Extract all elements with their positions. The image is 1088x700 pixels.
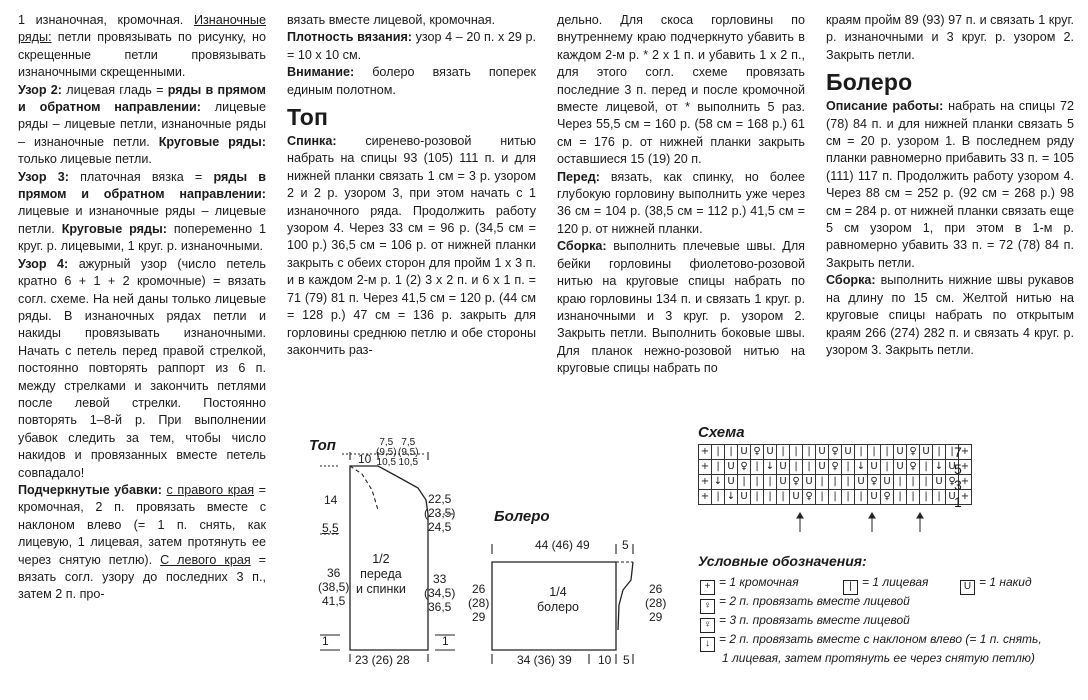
neck-width-label: 10 bbox=[358, 452, 372, 466]
bolero-bottom-band-2: 5 bbox=[623, 653, 630, 667]
shoulder-label: 7,5 (9,5) 10,5 bbox=[376, 437, 397, 468]
scheme-cell: | bbox=[881, 460, 894, 475]
scheme-cell: ♀ bbox=[790, 475, 803, 490]
scheme-cell: ♀ bbox=[907, 460, 920, 475]
scheme-cell: U bbox=[816, 460, 829, 475]
bolero-diagram-title: Болеро bbox=[494, 508, 550, 525]
scheme-cell: | bbox=[855, 445, 868, 460]
legend-title: Условные обозначения: bbox=[698, 553, 867, 569]
scheme-cell: | bbox=[790, 460, 803, 475]
paragraph: Спинка: сиренево-розовой нитью набрать на спицы 93 (105) 111 п. и для нижней планки связать 1 см = 3 р. узором 2 и 2 р. узором 3, при этом начать с 1 изнаночного ряда. Продолжить работу узором 4. Через 33 см = 96 р. (34,5 см = 100 р.) 36,5 см = 106 р. от нижней планки закрыть с обеих сторон для пройм 1 х 3 п. и в каждом 2-м р. 1 (2) 3 х 2 п. и 6 х 1 п. = 71 (79) 81 п. Через 41,5 см = 120 р. (44 см = 128 р.) 47 см = 136 р. закрыть для горловины среднюю петлю и обе стороны закончить раз- bbox=[287, 134, 536, 357]
scheme-cell: U bbox=[881, 475, 894, 490]
scheme-cell: ♀ bbox=[829, 460, 842, 475]
scheme-cell: | bbox=[920, 475, 933, 490]
paragraph: дельно. Для скоса горловины по внутреннему краю подчеркнуто убавить в каждом 2-м р. * 2 х 1 п. и убавить 1 х 2 п., для этого согл. схеме провязать последние 3 п. перед и после кромочной вместе лицевой, от * выполнить 5 раз. Через 55,5 см = 160 р. (58 см = 168 р.) 61 см = 176 р. от нижней планки закрыть оставшиеся 15 (19) 20 п. bbox=[557, 13, 805, 167]
scheme-cell: | bbox=[829, 490, 842, 505]
bolero-height-left: 26 (28) 29 bbox=[468, 582, 490, 624]
scheme-cell: ♀ bbox=[946, 475, 959, 490]
paragraph: Сборка: выполнить нижние швы рукавов на длину по 15 см. Желтой нитью на круговые спицы набрать по открытым краям 266 (274) 282 п. и связать 4 круг. р. узором 3. Закрыть петли. bbox=[826, 273, 1074, 357]
scheme-cell: U bbox=[946, 490, 959, 505]
scheme-cell: ↓ bbox=[712, 475, 725, 490]
scheme-cell: ♀ bbox=[803, 490, 816, 505]
scheme-cell: + bbox=[959, 445, 972, 460]
side-right-label: 33 (34,5) 36,5 bbox=[424, 572, 456, 614]
scheme-cell: | bbox=[868, 445, 881, 460]
side-left-label: 36 (38,5) 41,5 bbox=[318, 566, 350, 608]
scheme-cell: | bbox=[829, 475, 842, 490]
scheme-cell: | bbox=[764, 475, 777, 490]
scheme-cell: + bbox=[959, 490, 972, 505]
scheme-cell: | bbox=[920, 460, 933, 475]
paragraph: вязать вместе лицевой, кромочная. bbox=[287, 13, 496, 27]
legend-k3tog: ♀ = 3 п. провязать вместе лицевой bbox=[700, 613, 910, 633]
scheme-cell: + bbox=[959, 460, 972, 475]
scheme-cell: U bbox=[738, 445, 751, 460]
scheme-cell: U bbox=[764, 445, 777, 460]
scheme-cell: | bbox=[751, 475, 764, 490]
front-drop-label: 5,5 bbox=[322, 521, 339, 535]
row-number: 5 bbox=[954, 460, 962, 477]
scheme-cell: | bbox=[712, 490, 725, 505]
scheme-cell: ↓ bbox=[933, 460, 946, 475]
paragraph: Перед: вязать, как спинку, но более глубокую горловину выполнить уже через 36 см = 104 р. (38,5 см = 112 р.) 41,5 см = 120 р. от нижней планки. bbox=[557, 169, 805, 236]
scheme-cell: + bbox=[699, 475, 712, 490]
knit-icon: | bbox=[843, 580, 858, 595]
scheme-cell: | bbox=[842, 460, 855, 475]
legend-k2tog: ♀ = 2 п. провязать вместе лицевой bbox=[700, 594, 910, 614]
legend-yo: U = 1 накид bbox=[960, 575, 1032, 595]
scheme-row bbox=[699, 460, 972, 475]
scheme-cell: + bbox=[959, 475, 972, 490]
scheme-cell: | bbox=[907, 490, 920, 505]
knitting-scheme-grid bbox=[698, 444, 972, 505]
k3tog-icon: ♀ bbox=[700, 618, 715, 633]
scheme-cell: | bbox=[803, 460, 816, 475]
scheme-cell: | bbox=[842, 490, 855, 505]
paragraph: Узор 2: лицевая гладь = ряды в прямом и обратном направлении: лицевые ряды – лицевые петли, изнаночные ряды – изнаночные петли. Круговые ряды: только лицевые петли. bbox=[18, 82, 266, 167]
scheme-cell: | bbox=[725, 445, 738, 460]
scheme-row bbox=[699, 490, 972, 505]
row-number: 3 bbox=[954, 477, 962, 493]
paragraph: Внимание: болеро вязать поперек единым полотном. bbox=[287, 65, 536, 97]
bolero-bottom-band: 10 bbox=[598, 653, 612, 667]
scheme-cell: | bbox=[751, 490, 764, 505]
scheme-cell: | bbox=[712, 460, 725, 475]
legend-knit: | = 1 лицевая bbox=[843, 575, 928, 595]
scheme-cell: ♀ bbox=[751, 445, 764, 460]
scheme-cell: ↓ bbox=[855, 460, 868, 475]
scheme-cell: U bbox=[842, 445, 855, 460]
bolero-piece-label: 1/4 болеро bbox=[537, 585, 579, 614]
shoulder-label-2: 7,5 (9,5) 10,5 bbox=[398, 437, 419, 468]
scheme-cell: ♀ bbox=[868, 475, 881, 490]
scheme-cell: U bbox=[790, 490, 803, 505]
legend-ssk-cont: 1 лицевая, затем протянуть ее через снятую петлю) bbox=[722, 651, 1035, 665]
bolero-top-width: 44 (46) 49 bbox=[535, 538, 590, 552]
neck-depth-label: 14 bbox=[324, 493, 338, 507]
scheme-cell: | bbox=[855, 490, 868, 505]
band-label: 1 bbox=[322, 634, 329, 648]
scheme-cell: | bbox=[790, 445, 803, 460]
yarn-over-icon: U bbox=[960, 580, 975, 595]
scheme-cell: ♀ bbox=[738, 460, 751, 475]
scheme-cell: | bbox=[933, 490, 946, 505]
scheme-cell: U bbox=[816, 445, 829, 460]
scheme-cell: ♀ bbox=[907, 445, 920, 460]
bolero-height-right: 26 (28) 29 bbox=[645, 582, 667, 624]
band-label-2: 1 bbox=[442, 634, 449, 648]
scheme-cell: U bbox=[894, 460, 907, 475]
heading-top: Топ bbox=[287, 104, 329, 131]
column-4 bbox=[826, 12, 1074, 359]
row-number: 7 bbox=[954, 444, 962, 460]
scheme-cell: | bbox=[803, 445, 816, 460]
scheme-cell: + bbox=[699, 445, 712, 460]
scheme-cell: | bbox=[894, 475, 907, 490]
ssk-icon: ↓ bbox=[700, 637, 715, 652]
top-width-label: 23 (26) 28 bbox=[355, 653, 410, 667]
armhole-label: 22,5 (23,5) 24,5 bbox=[424, 492, 456, 534]
paragraph: Узор 3: платочная вязка = ряды в прямом и обратном направлении: лицевые и изнаночные ряды – лицевые петли. Круговые ряды: попеременно 1 круг. р. лицевыми, 1 круг. р. изнаночными. bbox=[18, 169, 267, 254]
scheme-cell: | bbox=[712, 445, 725, 460]
scheme-cell: ♀ bbox=[881, 490, 894, 505]
scheme-cell: | bbox=[751, 460, 764, 475]
scheme-cell: U bbox=[933, 475, 946, 490]
scheme-cell: | bbox=[907, 475, 920, 490]
scheme-cell: U bbox=[920, 445, 933, 460]
paragraph: Плотность вязания: узор 4 – 20 п. х 29 р. = 10 х 10 см. bbox=[287, 30, 536, 62]
scheme-row bbox=[699, 445, 972, 460]
bolero-top-band: 5 bbox=[622, 538, 629, 552]
scheme-cell: U bbox=[868, 460, 881, 475]
scheme-cell: | bbox=[842, 475, 855, 490]
edge-icon: + bbox=[700, 580, 715, 595]
scheme-cell: | bbox=[738, 475, 751, 490]
scheme-cell: + bbox=[699, 460, 712, 475]
paragraph: краям пройм 89 (93) 97 п. и связать 1 круг. р. изнаночными и 3 круг. р. узором 2. Закрыть петли. bbox=[826, 13, 1074, 62]
paragraph: Сборка: выполнить плечевые швы. Для бейки горловины фиолетово-розовой нитью на круговые спицы набрать по краю горловины 134 п. и связать 1 круг. р. изнаночными и 3 круг. р. узором 2. Закрыть петли. Выполнить боковые швы. Для планок нежно-розовой нитью на круговые спицы набрать по bbox=[557, 239, 805, 376]
column-1 bbox=[18, 12, 266, 604]
scheme-cell: U bbox=[894, 445, 907, 460]
scheme-cell: | bbox=[816, 490, 829, 505]
scheme-cell: U bbox=[855, 475, 868, 490]
scheme-cell: U bbox=[738, 490, 751, 505]
scheme-cell: | bbox=[894, 490, 907, 505]
bolero-bottom-width: 34 (36) 39 bbox=[517, 653, 572, 667]
scheme-cell: | bbox=[933, 445, 946, 460]
scheme-cell: | bbox=[946, 445, 959, 460]
paragraph: Узор 4: ажурный узор (число петель кратно 6 + 1 + 2 кромочные) = вязать согл. схеме. На ней даны только лицевые ряды. В изнаночных рядах петли и накиды провязывать изнаночными. Начать с петель перед правой стрелкой, постоянно повторять раппорт из 6 п. между стрелками и закончить петлями после левой стрелки. Постоянно повторять 1–8-й р. При выполнении убавок следить за тем, чтобы число накидов и провязанных вместе петель совпадало! bbox=[18, 256, 266, 480]
column-2 bbox=[287, 12, 536, 359]
scheme-row-numbers bbox=[954, 444, 962, 510]
top-diagram-title: Топ bbox=[309, 437, 336, 454]
scheme-cell: | bbox=[881, 445, 894, 460]
column-3 bbox=[557, 12, 805, 378]
paragraph: Описание работы: набрать на спицы 72 (78) 84 п. и для нижней планки связать 5 см = 20 р. узором 1. В последнем ряду планки равномерно прибавить 33 п. = 105 (111) 117 п. Продолжить работу узором 4. Через 88 см = 252 р. (92 см = 268 р.) 98 см = 284 р. от нижней планки связать еще 5 см узором 1, при этом в 1-м р. равномерно убавить 33 п. = 72 (78) 84 п. Закрыть петли. bbox=[826, 99, 1074, 270]
scheme-cell: | bbox=[777, 445, 790, 460]
scheme-cell: U bbox=[803, 475, 816, 490]
legend-edge: + = 1 кромочная bbox=[700, 575, 799, 595]
scheme-row bbox=[699, 475, 972, 490]
heading-bolero: Болеро bbox=[826, 69, 913, 96]
scheme-cell: ♀ bbox=[829, 445, 842, 460]
scheme-cell: ↓ bbox=[725, 490, 738, 505]
legend-ssk: ↓ = 2 п. провязать вместе с наклоном влево (= 1 п. снять, bbox=[700, 632, 1042, 652]
repeat-arrows bbox=[698, 512, 958, 542]
scheme-cell: U bbox=[946, 460, 959, 475]
scheme-cell: U bbox=[725, 475, 738, 490]
scheme-cell: U bbox=[868, 490, 881, 505]
scheme-title: Схема bbox=[698, 424, 745, 441]
paragraph: Подчеркнутые убавки: с правого края = кромочная, 2 п. провязать вместе с наклоном влево (= 1 п. снять, как лицевую, 1 лицевая, затем протянуть ее через снятую петлю). С левого края = вязать согл. узору до последних 3 п., затем 2 п. про- bbox=[18, 482, 266, 602]
scheme-cell: | bbox=[816, 475, 829, 490]
scheme-cell: | bbox=[920, 490, 933, 505]
scheme-cell: U bbox=[725, 460, 738, 475]
row-number: 1 bbox=[954, 493, 962, 510]
k2tog-icon: ♀ bbox=[700, 599, 715, 614]
scheme-cell: | bbox=[777, 490, 790, 505]
scheme-cell: U bbox=[777, 460, 790, 475]
scheme-cell: + bbox=[699, 490, 712, 505]
scheme-cell: | bbox=[764, 490, 777, 505]
paragraph: 1 изнаночная, кромочная. Изнаночные ряды: петли провязывать по рисунку, но скрещенные петли провязывать изнаночными скрещенными. bbox=[18, 13, 266, 80]
scheme-cell: ↓ bbox=[764, 460, 777, 475]
scheme-cell: U bbox=[777, 475, 790, 490]
top-piece-label: 1/2 переда и спинки bbox=[356, 552, 406, 596]
